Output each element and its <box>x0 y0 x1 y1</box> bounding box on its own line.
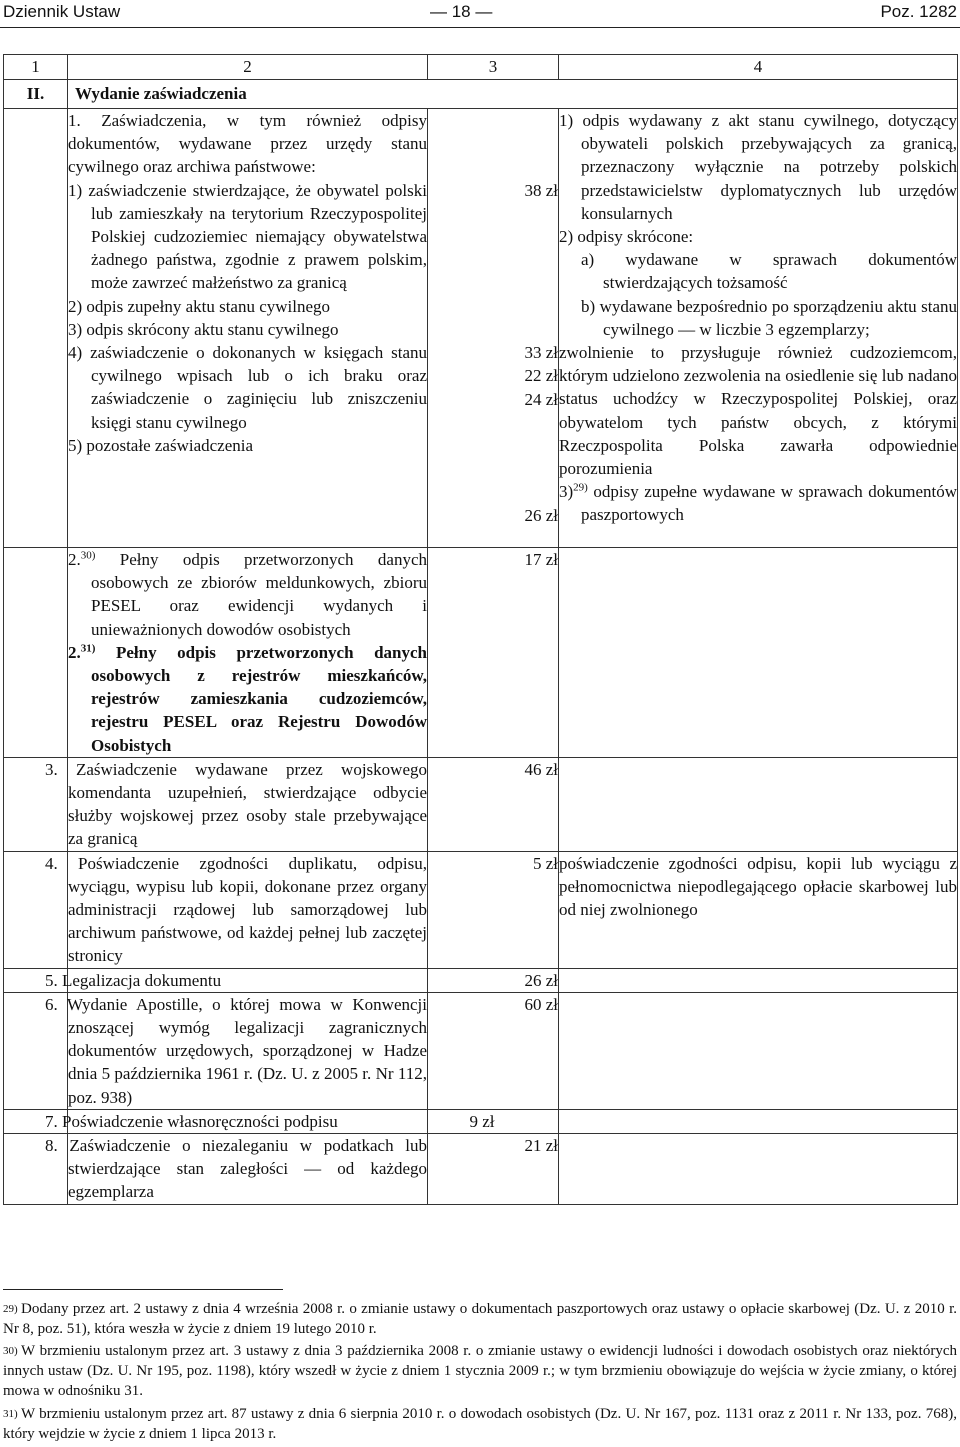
item-1-sub-4: 4) zaświadczenie o dokonanych w księgach stanu cywilnego wpisach lub o ich braku oraz zaświadczenie o zaginięciu lub zniszczeniu księgi stanu cywilnego <box>68 343 427 432</box>
item-7-description: 7. Poświadczenie własnoręczności podpisu <box>68 1109 428 1133</box>
item-3-description: 3. Zaświadczenie wydawane przez wojskowego komendanta uzupełnień, stwierdzające odbycie służby wojskowej przez osoby stale przebywające za granicą <box>68 757 428 851</box>
col-3-header: 3 <box>428 55 559 80</box>
footnote-rule <box>3 1289 283 1290</box>
col-1-header: 1 <box>4 55 68 80</box>
fee-1-2: 33 zł <box>524 343 558 363</box>
item-8-description: 8. Zaświadczenie o niezaleganiu w podatkach lub stwierdzające stan zaległości — od każdego egzemplarza <box>68 1134 428 1205</box>
item-4-description: 4. Poświadczenie zgodności duplikatu, odpisu, wyciągu, wypisu lub kopii, dokonane przez organy administracji rządowej lub samorządowej lub archiwum państwowe, od każdej pełnej lub zaczętej stronicy <box>68 851 428 968</box>
item-1-fees <box>428 109 559 548</box>
item-8-fee: 21 zł <box>428 1134 559 1205</box>
table-row <box>4 757 958 851</box>
item-2-fee: 17 zł <box>428 548 559 758</box>
position-number: Poz. 1282 <box>880 2 957 21</box>
table-row <box>4 1134 958 1205</box>
table-row <box>4 548 958 758</box>
section-number: II. <box>4 80 68 109</box>
journal-title: Dziennik Ustaw <box>3 2 121 21</box>
item-6-description: 6. Wydanie Apostille, o której mowa w Konwencji znoszącej wymóg legalizacji zagranicznych dokumentów urzędowych, sporządzonej w Hadze dnia 5 października 1961 r. (Dz. U. z 2005 r. Nr 112, poz. 938) <box>68 992 428 1109</box>
fee-1-5: 26 zł <box>524 505 558 525</box>
item-2-variant-a: 2.$^{30)}$ Pełny odpis przetworzonych danych osobowych ze zbiorów meldunkowych, zbioru PESEL oraz ewidencji wydanych i unieważnionych dowodów osobistych <box>68 549 427 639</box>
footnote-29: 29) Dodany przez art. 2 ustawy z dnia 4 września 2008 r. o zmianie ustawy o dokumentach paszportowych oraz ustawy o opłacie skarbowej (Dz. U. z 2010 r. Nr 8, poz. 51), która weszła w życie z dniem 19 lutego 2010 r. <box>3 1301 957 1337</box>
exemption-1: 1) odpis wydawany z akt stanu cywilnego, dotyczący obywateli polskich przebywających za granicą, przeznaczony wyłącznie na potrzeby polskich przedstawicielstw dyplomatycznych lub urzędów konsularnych <box>559 111 957 223</box>
item-5-fee: 26 zł <box>428 968 559 992</box>
section-row <box>4 80 958 109</box>
item-1-exemptions <box>559 109 958 548</box>
header-rule <box>0 27 960 28</box>
section-title: Wydanie zaświadczenia <box>68 80 958 109</box>
page-header <box>0 0 960 26</box>
table-row <box>4 851 958 968</box>
item-1-description <box>68 109 428 548</box>
fee-1-1: 38 zł <box>524 181 558 200</box>
exemption-note: zwolnienie to przysługuje również cudzoziemcom, którym udzielono zezwolenia na osiedlenie się lub nadano status uchodźcy w Rzeczypospolitej Polskiej, oraz obywatelom tych państw obcych, z którymi Rzeczpospolita Polska zawarła odpowiednie porozumienia <box>559 343 957 479</box>
item-1-sub-1: 1) zaświadczenie stwierdzające, że obywatel polski lub zamieszkały na terytorium Rzeczypospolitej Polskiej cudzoziemiec niemający obywatelstwa żadnego państwa, zgodnie z prawem polskim, może zawrzeć małżeństwo za granicą <box>68 180 427 293</box>
exemption-3: 3)$^{29)}$ odpisy zupełne wydawane w sprawach dokumentów paszportowych <box>559 481 958 525</box>
exemption-2: 2) odpisy skrócone: <box>559 227 694 247</box>
table-row <box>4 968 958 992</box>
item-6-fee: 60 zł <box>428 992 559 1109</box>
item-1-sub-3: 3) odpis skrócony aktu stanu cywilnego <box>68 319 339 339</box>
item-5-description: 5. Legalizacja dokumentu <box>68 968 428 992</box>
fee-1-3: 22 zł <box>524 366 558 386</box>
item-1-intro: 1. Zaświadczenia, w tym również odpisy dokumentów, wydawane przez urzędy stanu cywilnego oraz archiwa państwowe: <box>68 111 427 177</box>
col-4-header: 4 <box>559 55 958 80</box>
column-number-row <box>4 55 958 80</box>
footnote-30: 30) W brzmieniu ustalonym przez art. 3 ustawy z dnia 3 października 2008 r. o zmianie ustawy o ewidencji ludności i dowodach osobistych oraz niektórych innych ustaw (Dz. U. Nr 195, poz. 1198), który wszedł w życie z dniem 1 stycznia 2009 r.; w tym brzmieniu obowiązuje do wejścia w życie zmiany, o której mowa w odnośniku 31. <box>3 1343 957 1399</box>
fee-table <box>3 54 958 1205</box>
fee-1-4: 24 zł <box>524 389 558 409</box>
table-row <box>4 109 958 548</box>
page-number: — 18 — <box>430 2 493 21</box>
item-1-sub-2: 2) odpis zupełny aktu stanu cywilnego <box>68 296 331 316</box>
col-2-header: 2 <box>68 55 428 80</box>
item-2-description <box>68 548 428 758</box>
item-4-fee: 5 zł <box>428 851 559 968</box>
item-2-variant-b: 2.$^{31)}$ Pełny odpis przetworzonych danych osobowych z rejestrów mieszkańców, rejestrów zamieszkania cudzoziemców, rejestru PESEL oraz Rejestru Dowodów Osobistych <box>68 642 427 755</box>
item-3-fee: 46 zł <box>428 757 559 851</box>
table-row <box>4 1109 958 1133</box>
item-4-exemption: poświadczenie zgodności odpisu, kopii lub wyciągu z pełnomocnictwa niepodlegającego opłacie skarbowej lub od niej zwolnionego <box>559 851 958 968</box>
item-1-sub-5: 5) pozostałe zaświadczenia <box>68 435 254 455</box>
item-7-fee: 9 zł <box>428 1109 559 1133</box>
exemption-2b: b) wydawane bezpośrednio po sporządzeniu aktu stanu cywilnego — w liczbie 3 egzemplarzy; <box>581 296 957 339</box>
footnote-31: 31) W brzmieniu ustalonym przez art. 87 ustawy z dnia 6 sierpnia 2010 r. o dowodach osobistych (Dz. U. Nr 167, poz. 1131 oraz z 2011 r. Nr 133, poz. 768), który wejdzie w życie z dniem 1 lipca 2013 r. <box>3 1406 957 1442</box>
exemption-2a: a) wydawane w sprawach dokumentów stwierdzających tożsamość <box>581 250 957 293</box>
table-row <box>4 992 958 1109</box>
